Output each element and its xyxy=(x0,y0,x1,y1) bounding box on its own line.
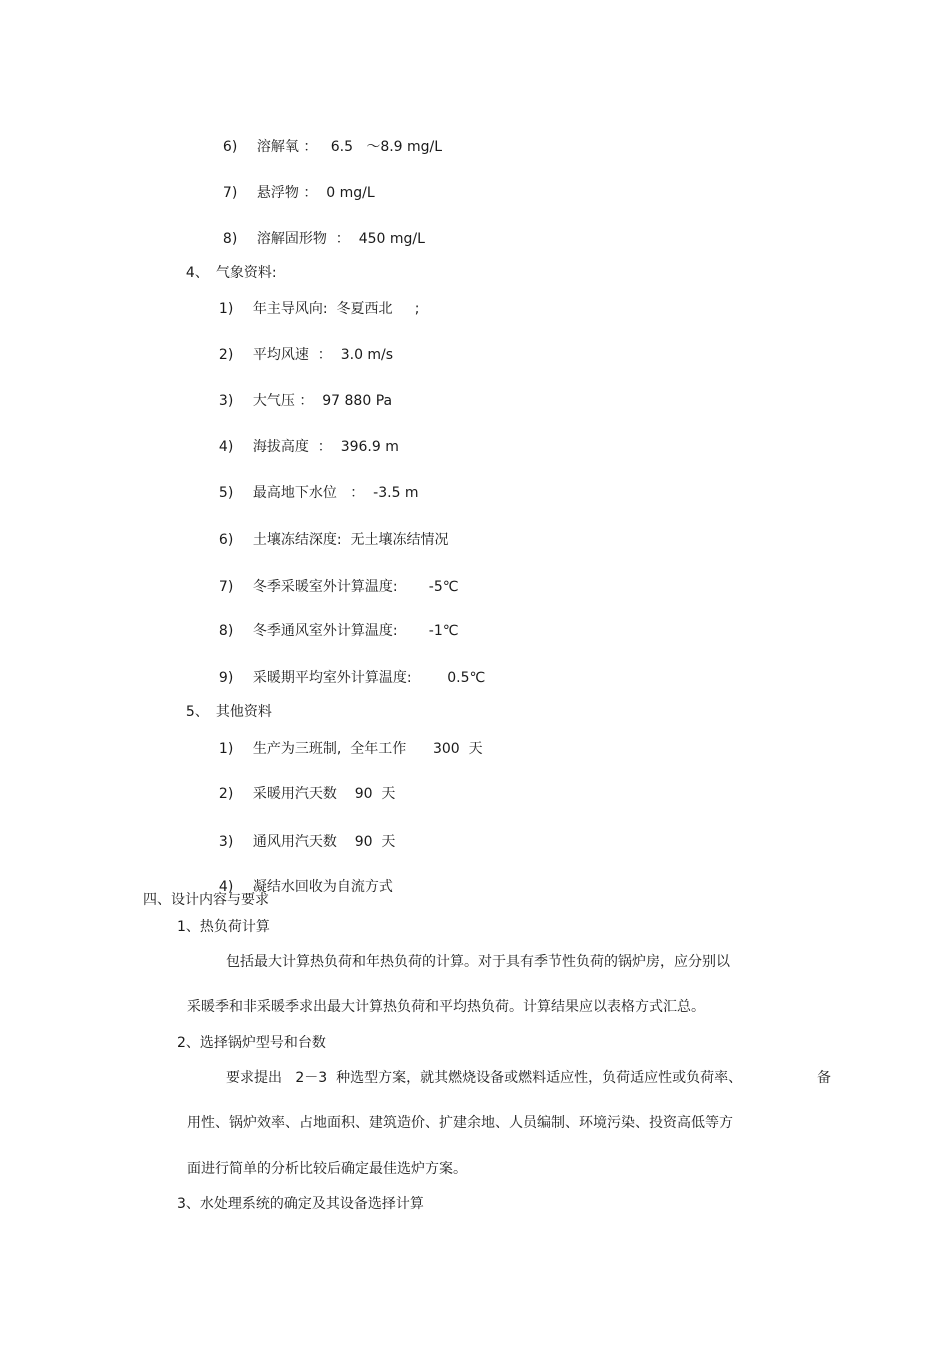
subsection-heading-water-treatment: 3、水处理系统的确定及其设备选择计算 xyxy=(177,1196,424,1212)
list-item xyxy=(210,328,393,364)
list-item xyxy=(210,282,420,318)
item-number: 6) xyxy=(222,139,238,155)
item-number: 8) xyxy=(218,623,234,639)
heading-number: 5、 xyxy=(185,704,209,720)
section-heading-weather xyxy=(177,246,277,282)
list-item xyxy=(210,420,399,456)
item-text: 最高地下水位 ： -3.5 m xyxy=(252,485,419,501)
subsection-heading-heat-load: 1、热负荷计算 xyxy=(177,919,270,935)
item-text: 年主导风向: 冬夏西北 ; xyxy=(252,301,420,317)
paragraph-text: 备 xyxy=(817,1070,831,1086)
list-item xyxy=(214,166,375,202)
section-heading-design: 四、设计内容与要求 xyxy=(143,892,269,908)
item-text: 生产为三班制, 全年工作 300 天 xyxy=(252,741,483,757)
paragraph-text: 面进行简单的分析比较后确定最佳选炉方案。 xyxy=(187,1161,467,1177)
list-item xyxy=(210,722,483,758)
item-text: 冬季通风室外计算温度: -1℃ xyxy=(252,623,459,639)
item-text: 冬季采暖室外计算温度: -5℃ xyxy=(252,579,459,595)
item-number: 7) xyxy=(218,579,234,595)
item-number: 5) xyxy=(218,485,234,501)
item-text: 大气压 ： 97 880 Pa xyxy=(252,393,393,409)
item-number: 1) xyxy=(218,301,234,317)
heading-text: 气象资料: xyxy=(215,265,277,281)
item-number: 1) xyxy=(218,741,234,757)
item-text: 海拔高度 ： 396.9 m xyxy=(252,439,399,455)
paragraph-text: 包括最大计算热负荷和年热负荷的计算。对于具有季节性负荷的锅炉房，应分别以 xyxy=(226,954,730,970)
item-text: 土壤冻结深度: 无土壤冻结情况 xyxy=(252,532,449,548)
heading-number: 4、 xyxy=(185,265,209,281)
paragraph-text: 要求提出 2－3 种选型方案，就其燃烧设备或燃料适应性，负荷适应性或负荷率、 xyxy=(226,1070,743,1086)
list-item xyxy=(210,466,419,502)
item-text: 通风用汽天数 90 天 xyxy=(252,834,396,850)
item-number: 2) xyxy=(218,347,234,363)
item-text: 采暖用汽天数 90 天 xyxy=(252,786,396,802)
list-item xyxy=(210,815,395,851)
item-number: 3) xyxy=(218,393,234,409)
list-item xyxy=(210,560,458,596)
heading-text: 其他资料 xyxy=(215,704,272,720)
item-number: 6) xyxy=(218,532,234,548)
paragraph-text: 用性、锅炉效率、占地面积、建筑造价、扩建余地、人员编制、环境污染、投资高低等方 xyxy=(187,1115,733,1131)
list-item xyxy=(210,374,392,410)
list-item xyxy=(210,767,395,803)
item-number: 3) xyxy=(218,834,234,850)
item-text: 凝结水回收为自流方式 xyxy=(252,879,393,895)
item-number: 9) xyxy=(218,670,234,686)
item-number: 7) xyxy=(222,185,238,201)
item-text: 溶解固形物 ： 450 mg/L xyxy=(256,231,425,247)
item-text: 溶解氧 ： 6.5 ～8.9 mg/L xyxy=(256,139,443,155)
item-number: 8) xyxy=(222,231,238,247)
list-item xyxy=(210,513,449,549)
item-text: 悬浮物 ： 0 mg/L xyxy=(256,185,375,201)
subsection-heading-boiler: 2、选择锅炉型号和台数 xyxy=(177,1035,326,1051)
item-number: 4) xyxy=(218,439,234,455)
item-text: 平均风速 ： 3.0 m/s xyxy=(252,347,394,363)
list-item xyxy=(214,212,425,248)
paragraph-text: 采暖季和非采暖季求出最大计算热负荷和平均热负荷。计算结果应以表格方式汇总。 xyxy=(187,999,705,1015)
list-item xyxy=(210,651,485,687)
item-number: 2) xyxy=(218,786,234,802)
list-item xyxy=(210,604,458,640)
item-number: 4) xyxy=(218,879,234,895)
item-text: 采暖期平均室外计算温度: 0.5℃ xyxy=(252,670,486,686)
section-heading-other xyxy=(177,685,272,721)
list-item xyxy=(214,120,442,156)
